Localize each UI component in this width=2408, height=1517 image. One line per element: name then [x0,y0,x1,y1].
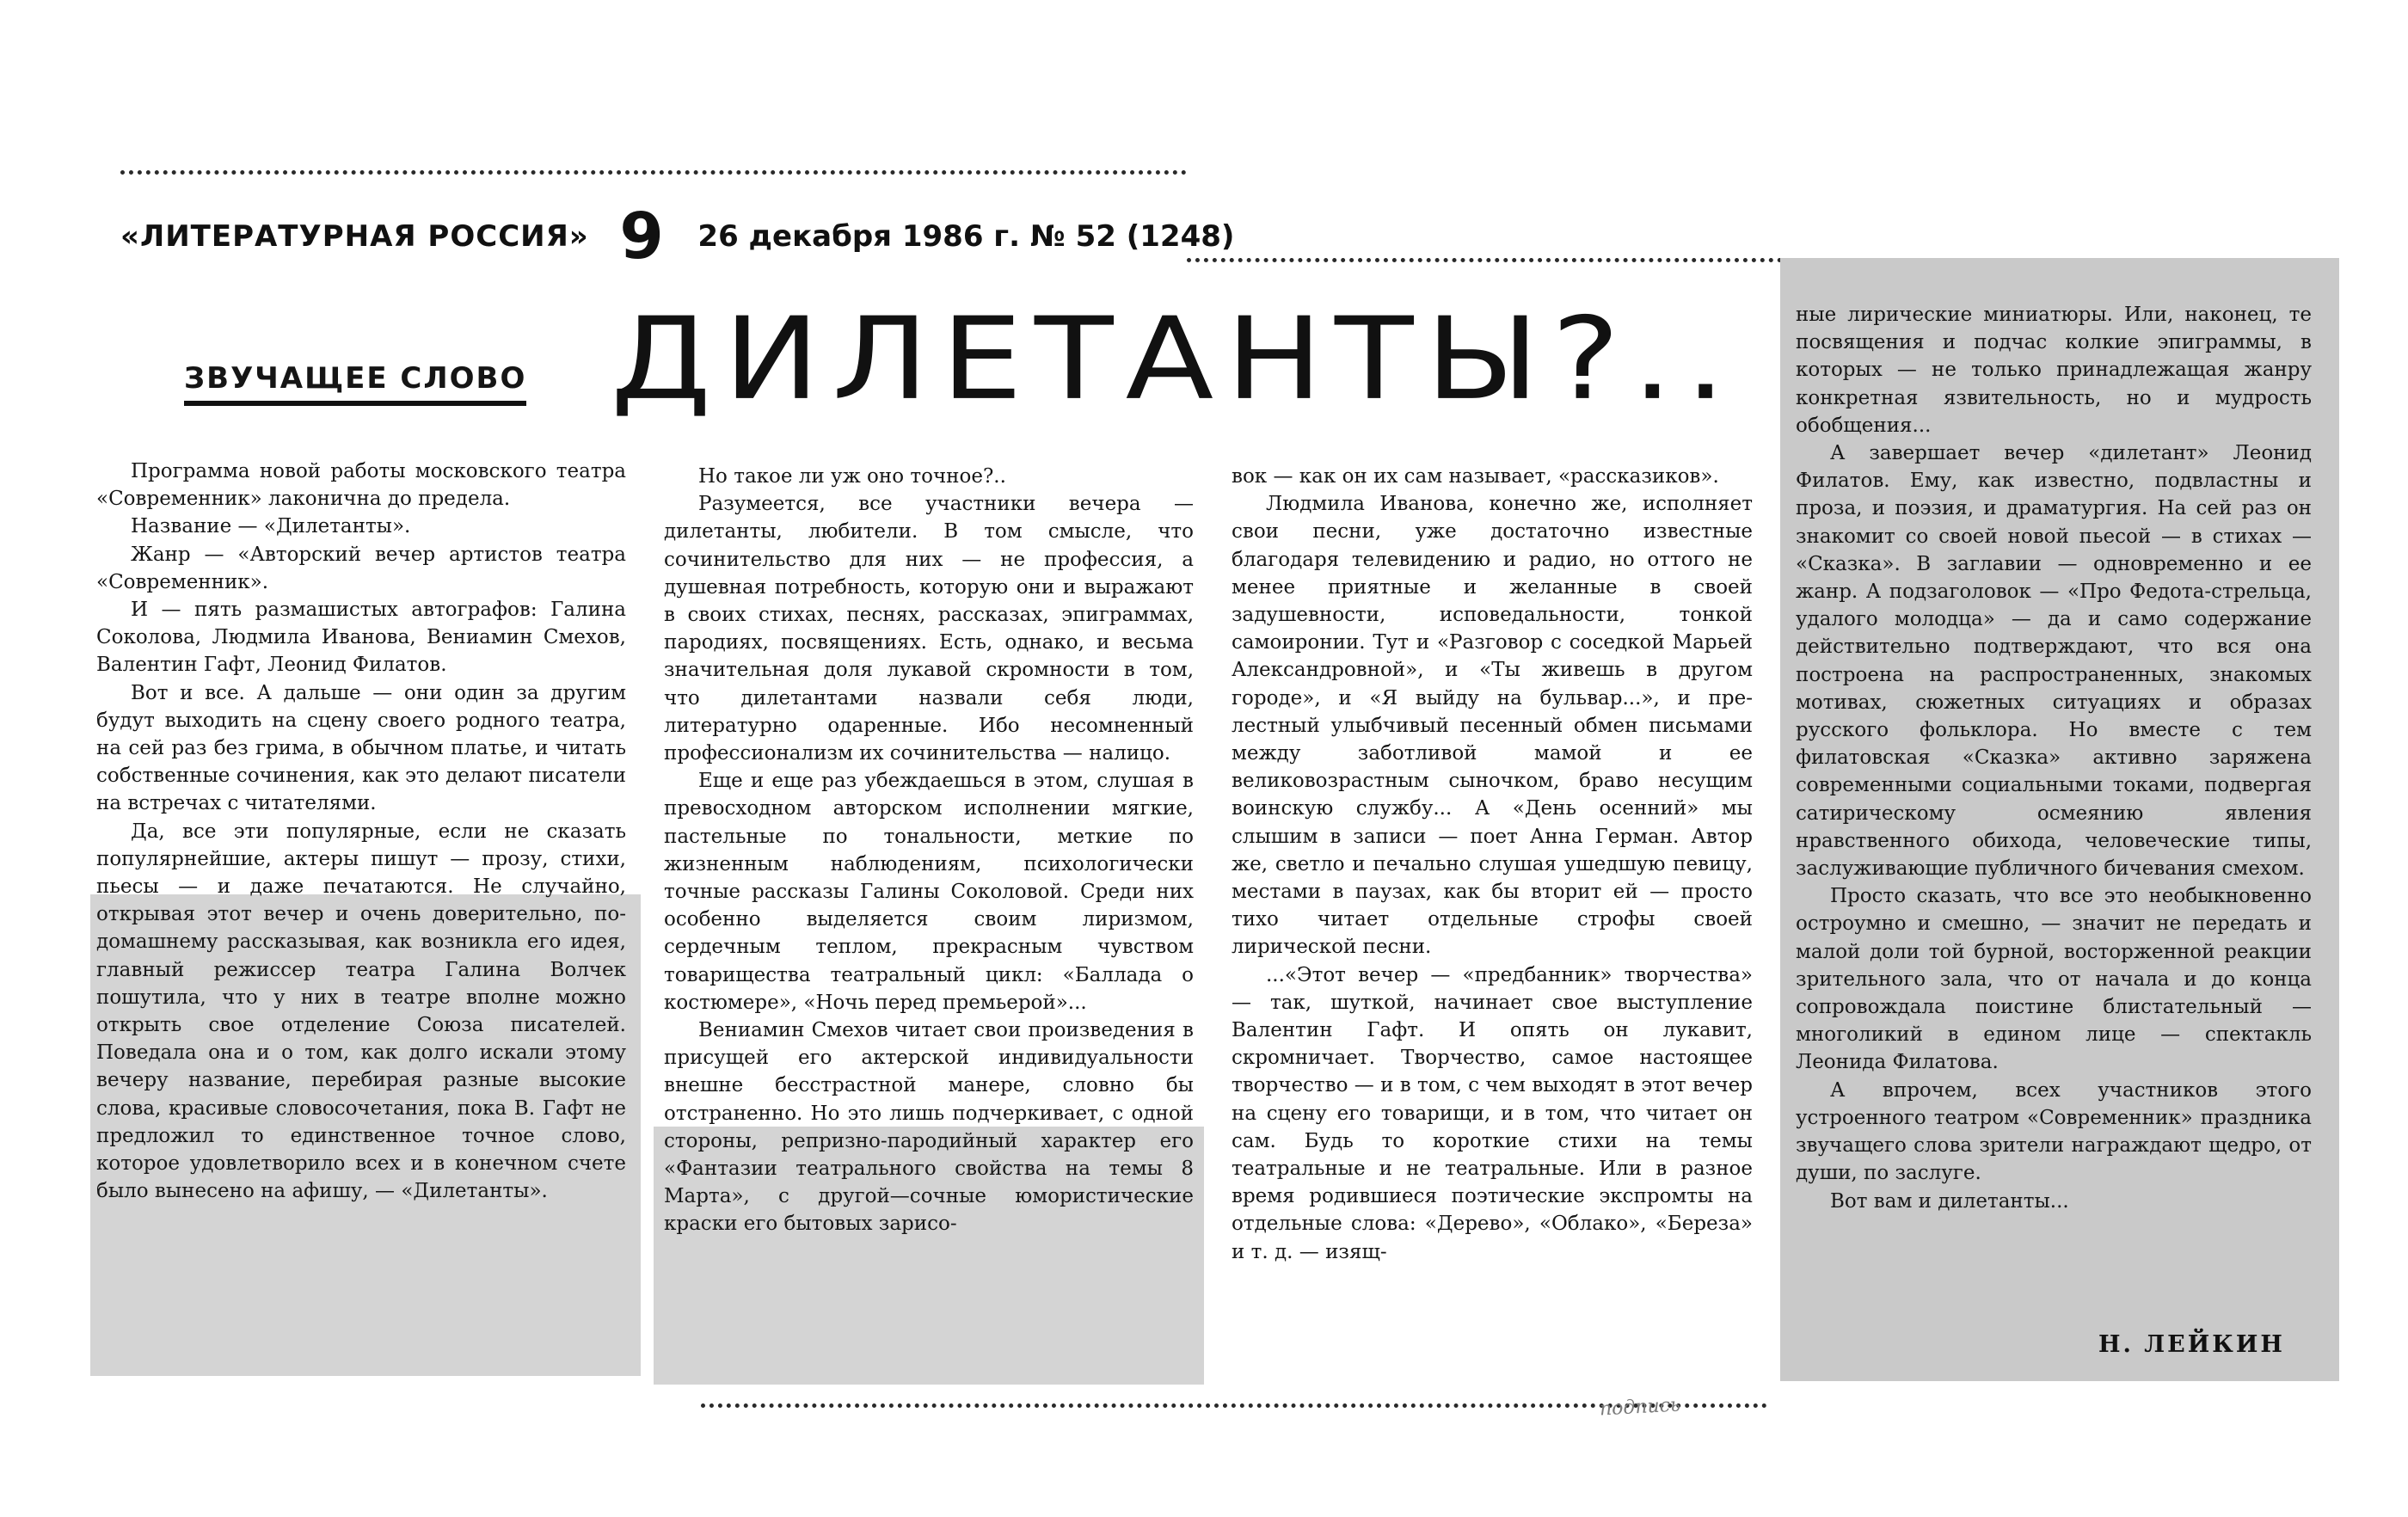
paragraph: И — пять размашистых автографов: Галина Соколова, Людмила Иванова, Вениамин Смехов, Валентин Гафт, Леонид Филатов. [96,599,626,677]
article-column-2 [664,463,1194,1238]
paragraph: Вот вам и дилетанты... [1830,1189,2069,1213]
paragraph: ...«Этот вечер — «предбанник» творчества» — так, шуткой, начинает свое выступление Валентин Гафт. И опять он лукавит, скромничает. Творчество, самое настоящее творчество — и в том, с чем выходят в этот вечер на сцену его товарищи, и в том, что читает он сам. Будь то короткие стихи на темы театральные и не театральные. Или в разное время родившиеся поэтические экспромты на отдельные слова: «Дерево», «Облако», «Береза» и т. д. — изящ- [1232,963,1753,1263]
article-headline: ДИЛЕТАНТЫ?.. [611,293,1738,426]
paragraph: Да, все эти популярные, если не сказать популярнейшие, актеры пишут — прозу, стихи, пьесы — и даже печатаются. Не случайно, открывая этот вечер и очень доверительно, по-домашнему рассказывая, как возникла его идея, главный режиссер театра Галина Волчек пошутила, что у них в театре вполне можно открыть свое отделение Союза писателей. Поведала она и о том, как долго искали этому вечеру название, перебирая разные высокие слова, красивые словосочетания, пока В. Гафт не предложил то единственное точное слово, которое удовлетворило всех и в конечном счете было вынесено на афишу, — «Дилетанты». [96,820,626,1203]
paragraph: Название — «Дилетанты». [131,515,411,538]
article-column-3 [1232,463,1753,1266]
paragraph: Жанр — «Авторский вечер артистов театра «Современник». [96,543,626,593]
paragraph: вок — как он их сам называет, «рассказиков». [1232,465,1719,488]
author-signature: Н. ЛЕЙКИН [2098,1331,2285,1358]
paragraph: Вот и все. А дальше — они один за другим будут выходить на сцену своего родного театра, на сей раз без грима, в обычном платье, и читать собственные сочинения, как это делают писатели на встречах с читателями. [96,681,626,815]
newspaper-masthead [120,200,1234,273]
issue-date: 26 декабря 1986 г. № 52 (1248) [697,219,1235,254]
page-number: 9 [619,200,664,273]
newspaper-title: «ЛИТЕРАТУРНАЯ РОССИЯ» [120,219,589,254]
paragraph: Разумеется, все участники вечера — дилетанты, любители. В том смысле, что сочинительство для них — не профессия, а душевная потребность, которую они и выражают в своих стихах, песнях, рассказах, эпиграммах, пародиях, посвящениях. Есть, однако, и весьма значительная доля лукавой скромности в том, что дилетантами назвали себя люди, литературно одаренные. Ибо несомненный профессионализм их сочинительства — налицо. [664,493,1194,765]
top-left-dotted-rule [120,170,1187,175]
article-column-1 [96,458,626,1205]
paragraph: ные лирические миниатюры. Или, наконец, те посвящения и подчас колкие эпиграммы, в которых — не только принадлежащая жанру конкретная язвительность, но и мудрость обобщения... [1796,304,2312,437]
paragraph: А впрочем, всех участников этого устроенного театром «Современник» праздника звучащего слова зрители награждают щедро, от души, по заслуге. [1796,1078,2312,1185]
paragraph: Просто сказать, что все это необыкновенно остроумно и смешно, — значит не передать и малой доли той бурной, восторженной реакции зрительного зала, что от начала и до конца сопровождала поистине блистательный — многоликий в едином лице — спектакль Леонида Филатова. [1796,885,2312,1074]
paragraph: Вениамин Смехов читает свои произведения в присущей его актерской индивидуальности внешне бесстрастной манере, словно бы отстраненно. Но это лишь подчеркивает, с одной стороны, репризно-пародийный характер его «Фантазии театрального свойства на темы 8 Марта», с другой—сочные юмористические краски его бытовых зарисо- [664,1019,1194,1236]
handwritten-note: подпись [1599,1394,1681,1421]
paragraph: Программа новой работы московского театра «Современник» лаконична до предела. [96,460,626,511]
paragraph: Но такое ли уж оно точное?.. [698,465,1006,488]
paragraph: Еще и еще раз убеждаешься в этом, слушая в превосходном авторском исполнении мягкие, пастельные по тональности, меткие по жизненным наблюдениям, психологически точные рассказы Галины Соколовой. Среди них особенно выделяется своим лиризмом, сердечным теплом, прекрасным чувством товарищества театральный цикл: «Баллада о костюмере», «Ночь перед премьерой»... [664,770,1194,1014]
section-rubric: ЗВУЧАЩЕЕ СЛОВО [184,361,526,406]
paragraph: Людмила Иванова, конечно же, исполняет свои песни, уже достаточно известные благодаря телевидению и радио, но оттого не менее приятные и желанные в своей задушевности, исповедальности, тонкой самоиронии. Тут и «Разговор с соседкой Марьей Александровной», и «Ты живешь в другом городе», и «Я выйду на бульвар...», и прелестный улыбчивый песенный обмен письмами между заботливой мамой и ее великовозрастным сыночком, браво несущим воинскую службу... А «День осенний» мы слышим в записи — поет Анна Герман. Автор же, светло и печально слушая ушедшую певицу, местами в паузах, как бы вторит ей — просто тихо читает отдельные строфы своей лирической песни. [1232,493,1753,959]
article-column-4 [1796,301,2312,1215]
paragraph: А завершает вечер «дилетант» Леонид Филатов. Ему, как известно, подвластны и проза, и поэзия, и драматургия. На сей раз он знакомит со своей новой пьесой — в стихах — «Сказка». В заглавии — одновременно и ее жанр. А подзаголовок — «Про Федота-стрельца, удалого молодца» — да и само содержание действительно подтверждают, что вся она построена на распространенных, знакомых мотивах, сюжетных ситуациях и образах русского фольклора. Но вместе с тем филатовская «Сказка» активно заряжена современными социальными токами, подвергая сатирическому осмеянию явления нравственного обихода, человеческие типы, заслуживающие публичного бичевания смехом. [1796,442,2312,881]
